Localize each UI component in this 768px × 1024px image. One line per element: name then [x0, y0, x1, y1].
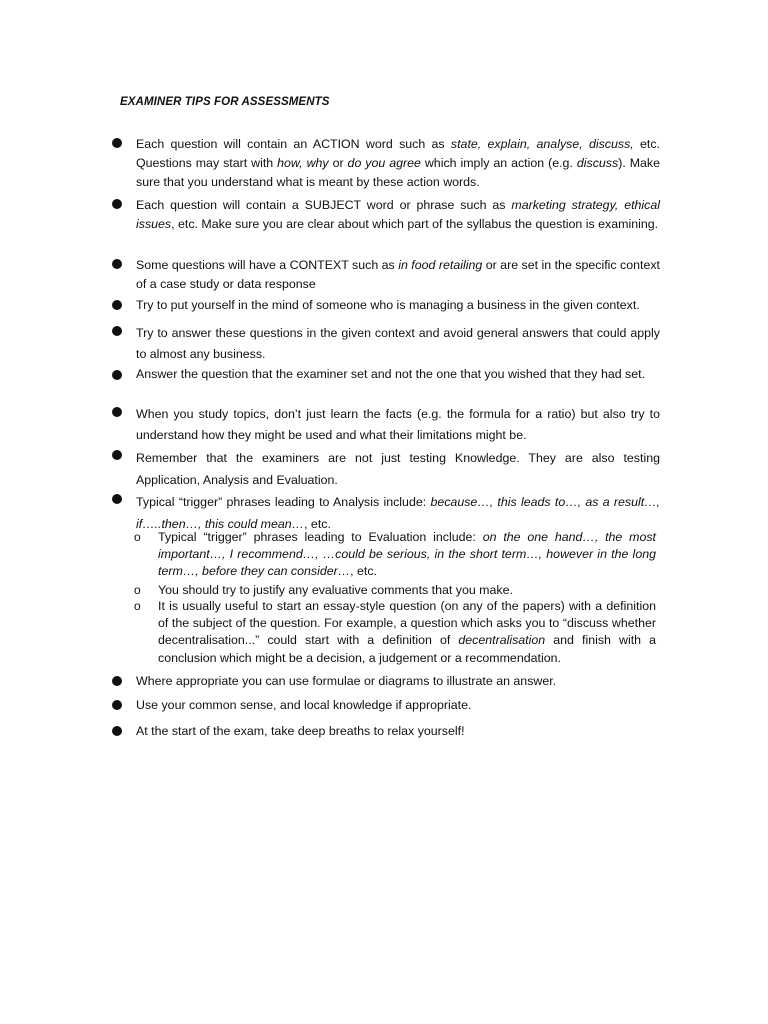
- text-run: Some questions will have a CONTEXT such as: [136, 258, 399, 272]
- list-item: [112, 723, 660, 741]
- text-run: When you study topics, don’t just learn the facts (e.g. the formula for a ratio) but also try to understand how they might be used and what their limitations might be.: [136, 407, 660, 442]
- list-item: [112, 404, 660, 446]
- bullet-icon: [112, 407, 122, 417]
- list-item-text: [136, 367, 660, 382]
- italic-text-run: discuss: [576, 156, 619, 170]
- list-item: [112, 297, 668, 315]
- text-run: Try to answer these questions in the given context and avoid general answers that could apply to almost any business.: [136, 326, 660, 361]
- text-run: which imply an action (e.g.: [420, 156, 577, 170]
- italic-text-run: marketing strategy, ethical issues: [136, 198, 661, 231]
- list-item: [112, 256, 660, 294]
- bullet-icon: [112, 259, 122, 269]
- italic-text-run: because…, this leads to…, as a result…, if…..then…, this could mean…: [136, 495, 661, 531]
- sub-list-item: [134, 529, 656, 581]
- list-item: [112, 367, 660, 382]
- italic-text-run: decentralisation: [458, 633, 546, 648]
- list-item-text: [136, 196, 660, 233]
- text-run: or: [328, 156, 348, 170]
- italic-text-run: in food retailing: [398, 258, 483, 272]
- text-run: Each question will contain a SUBJECT word or phrase such as: [136, 198, 512, 212]
- text-run: , etc.: [304, 517, 331, 531]
- text-run: It is usually useful to start an essay-style question (on any of the papers) with a definition of the subject of the question. For example, a question which asks you to “discuss whether decentralisation...” could start with a definition of: [158, 599, 656, 648]
- list-item-text: [136, 297, 668, 315]
- list-item-text: [136, 723, 660, 741]
- bullet-icon: [112, 199, 122, 209]
- bullet-icon: [112, 726, 122, 736]
- text-run: Each question will contain an ACTION word such as: [136, 137, 451, 151]
- bullet-icon: [112, 326, 122, 336]
- sub-bullet-marker: o: [134, 599, 141, 613]
- italic-text-run: state, explain, analyse, discuss,: [450, 137, 634, 151]
- sub-bullet-marker: o: [134, 530, 141, 544]
- text-run: Answer the question that the examiner set and not the one that you wished that they had set.: [136, 367, 646, 381]
- list-item-text: [136, 256, 660, 294]
- text-run: You should try to justify any evaluative comments that you make.: [158, 583, 513, 597]
- sub-list-item-text: [158, 598, 656, 667]
- text-run: , etc.: [350, 564, 377, 579]
- text-run: Typical “trigger” phrases leading to Analysis include:: [136, 495, 431, 509]
- list-item: [112, 697, 660, 715]
- text-run: Where appropriate you can use formulae or diagrams to illustrate an answer.: [136, 674, 557, 688]
- list-item: [112, 447, 660, 491]
- list-item: [112, 673, 660, 691]
- text-run: Use your common sense, and local knowledge if appropriate.: [136, 698, 472, 712]
- sub-list-item: [134, 598, 656, 667]
- bullet-icon: [112, 494, 122, 504]
- list-item-text: [136, 673, 660, 691]
- italic-text-run: how, why: [277, 156, 329, 170]
- italic-text-run: on the one hand…, the most important…, I recommend…, …could be serious, in the short term…, however in the long term…, before they can consider…: [158, 530, 657, 579]
- bullet-icon: [112, 300, 122, 310]
- bullet-icon: [112, 450, 122, 460]
- list-item: [112, 135, 660, 192]
- sub-list-item-text: [158, 582, 656, 599]
- page-title: EXAMINER TIPS FOR ASSESSMENTS: [120, 96, 330, 108]
- text-run: Remember that the examiners are not just testing Knowledge. They are also testing Application, Analysis and Evaluation.: [136, 451, 660, 487]
- bullet-icon: [112, 370, 122, 380]
- text-run: etc. Questions may start with: [136, 137, 660, 170]
- sub-list-item-text: [158, 529, 656, 581]
- text-run: , etc. Make sure you are clear about which part of the syllabus the question is examining.: [171, 216, 659, 231]
- list-item-text: [136, 447, 660, 491]
- text-run: Try to put yourself in the mind of someone who is managing a business in the given context.: [136, 298, 640, 312]
- text-run: At the start of the exam, take deep breaths to relax yourself!: [136, 724, 465, 738]
- bullet-icon: [112, 700, 122, 710]
- list-item: [112, 323, 660, 365]
- bullet-icon: [112, 138, 122, 148]
- list-item-text: [136, 697, 660, 715]
- list-item-text: [136, 323, 660, 365]
- text-run: or are set in the specific context of a case study or data response: [136, 258, 660, 291]
- sub-bullet-marker: o: [134, 583, 141, 597]
- list-item-text: [136, 404, 660, 446]
- sub-list-item: [134, 582, 656, 599]
- list-item: [112, 196, 660, 233]
- italic-text-run: do you agree: [347, 156, 421, 170]
- text-run: ). Make sure that you understand what is meant by these action words.: [136, 156, 661, 189]
- bullet-icon: [112, 676, 122, 686]
- list-item-text: [136, 135, 660, 192]
- text-run: Typical “trigger” phrases leading to Evaluation include:: [158, 530, 483, 544]
- text-run: and finish with a conclusion which might be a decision, a judgement or a recommendation.: [158, 633, 657, 665]
